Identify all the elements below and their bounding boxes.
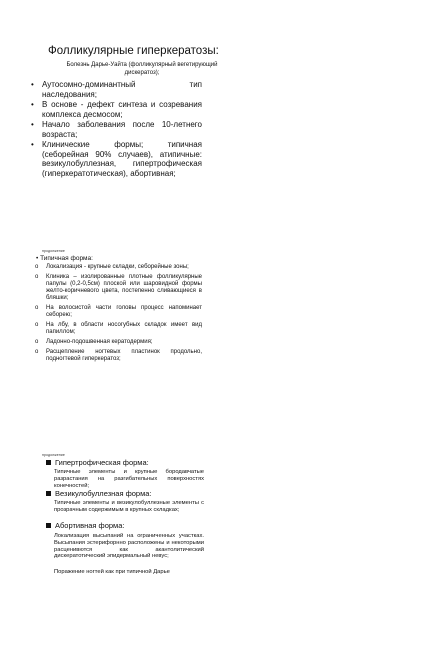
circle-bullet-icon: o — [35, 338, 39, 345]
bullet-icon: • — [31, 80, 34, 89]
list-item-text: Клиника – изолированные плотные фолликулярные папулы (0,2-0,5см) плоской или шаровидной формы желто-коричневого цвета, постепенно сливающиеся в бляшки; — [46, 273, 202, 302]
circle-bullet-icon: o — [35, 321, 39, 328]
form-heading — [36, 255, 93, 262]
slide-typical-form — [0, 215, 445, 433]
slide-title: Фолликулярные гиперкератозы: — [48, 45, 219, 57]
section-heading — [46, 521, 124, 530]
footer-note: Поражение ногтей как при типичной Дарье — [54, 569, 170, 575]
list-item-text: Расщепление ногтевых пластинок продольно, подногтевой гиперкератоз; — [46, 348, 202, 362]
list-item — [36, 305, 202, 319]
list-item-text: Аутосомно-доминантный тип наследования; — [42, 80, 202, 99]
list-item — [30, 80, 202, 99]
section-heading-text: Гипертрофическая форма: — [55, 458, 149, 467]
square-bullet-icon — [46, 523, 51, 528]
list-item-text: Начало заболевания после 10-летнего возраста; — [42, 120, 202, 139]
detail-list — [36, 264, 202, 365]
list-item — [36, 349, 202, 363]
bullet-icon: • — [36, 255, 41, 262]
list-item — [30, 100, 202, 119]
section-text: Типичные элементы и крупные бородавчатые разрастания на разгибательных поверхностях конечностей; — [54, 469, 204, 489]
circle-bullet-icon: o — [35, 348, 39, 355]
bullet-icon: • — [31, 140, 34, 149]
list-item-text: На лбу, в области носогубных складок имеет вид папиллом; — [46, 321, 202, 336]
section-heading-text: Абортивная форма: — [55, 521, 125, 530]
list-item — [30, 120, 202, 139]
section-text: Локализация высыпаний на ограниченных участках. Высыпания эстерифорнно расположены и некоторыми расценивются как акантолитический дискератотический эпидермальный невус; — [54, 533, 204, 560]
list-item-text: Ладонно-подошвенная кератодермия; — [46, 338, 153, 345]
bullet-icon: • — [31, 100, 34, 109]
list-item — [36, 339, 202, 346]
list-item-text: Локализация - крупные складки, себорейные зоны; — [46, 264, 189, 270]
bullet-list — [30, 80, 202, 179]
slide-other-forms — [0, 433, 445, 650]
slide-subtitle: Болезнь Дарье-Уайта (фолликулярный вегетирующий дискератоз); — [66, 62, 218, 76]
circle-bullet-icon: o — [35, 264, 39, 270]
list-item-text: На волосистой части головы процесс напоминает себорею; — [46, 305, 202, 319]
list-item — [36, 274, 202, 303]
list-item — [30, 140, 202, 178]
square-bullet-icon — [46, 460, 51, 465]
list-item — [36, 264, 202, 271]
square-bullet-icon — [46, 491, 51, 496]
section-heading-text: Везикулобуллезная форма: — [55, 489, 152, 498]
slide-intro — [0, 0, 445, 215]
section-text: Типичные элементы и везикулобуллезные элементы с прозрачным содержимым в крупных складках; — [54, 500, 204, 513]
circle-bullet-icon: o — [35, 273, 39, 280]
list-item-text: Клинические формы; типичная (себорейная 90% случаев), атипичные: везикулобуллезная, гипертрофическая (гиперкератотическая), абортивная; — [42, 140, 202, 178]
slide-caption: продолжение — [42, 453, 65, 457]
circle-bullet-icon: o — [35, 305, 39, 312]
form-heading-text: Типичная форма: — [40, 255, 93, 262]
section-heading — [46, 458, 149, 467]
bullet-icon: • — [31, 120, 34, 129]
section-heading — [46, 489, 152, 498]
list-item — [36, 322, 202, 336]
slide-caption: продолжение — [42, 249, 65, 253]
list-item-text: В основе - дефект синтеза и созревания комплекса десмосом; — [42, 100, 202, 119]
